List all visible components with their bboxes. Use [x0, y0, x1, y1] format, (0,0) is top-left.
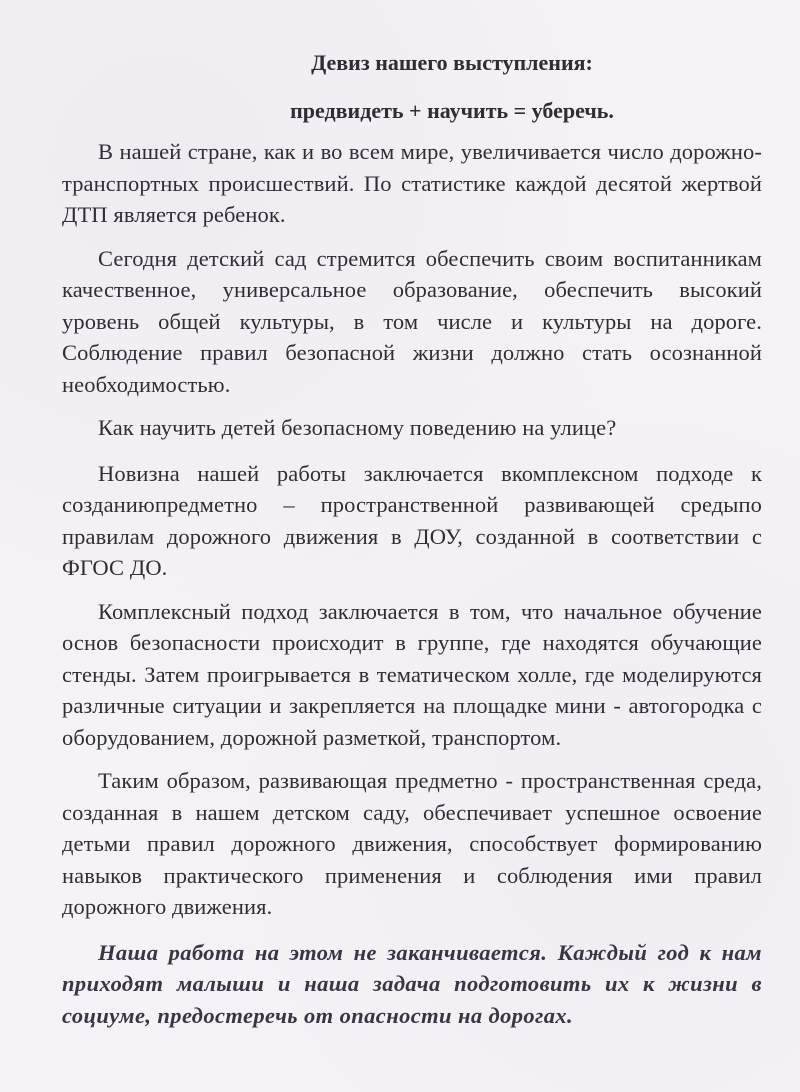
paragraph: Комплексный подход заключается в том, что начальное обучение основ безопасности происходит в группе, где находятся обучающие стенды. Затем проигрывается в тематическом холле, где моделируются различные ситуации и закрепляется на площадке мини - автогородка с оборудованием, дорожной разметкой, транспортом.: [62, 598, 762, 750]
document-title: Девиз нашего выступления:: [311, 50, 593, 75]
paragraph: Как научить детей безопасному поведению на улице?: [98, 415, 617, 440]
paragraph: Новизна нашей работы заключается вкомплексном подходе к созданиюпредметно – пространственной развивающей средыпо правилам дорожного движения в ДОУ, созданной в соответствии с ФГОС ДО.: [62, 460, 762, 580]
closing-paragraph: Наша работа на этом не заканчивается. Каждый год к нам приходят малыши и наша задача подготовить их к жизни в социуме, предостеречь от опасности на дорогах.: [62, 939, 762, 1028]
paragraph: Сегодня детский сад стремится обеспечить своим воспитанникам качественное, универсальное образование, обеспечить высокий уровень общей культуры, в том числе и культуры на дороге. Соблюдение правил безопасной жизни должно стать осознанной необходимостью.: [62, 245, 762, 397]
paragraph: Таким образом, развивающая предметно - пространственная среда, созданная в нашем детском саду, обеспечивает успешное освоение детьми правил дорожного движения, способствует формированию навыков практического применения и соблюдения ими правил дорожного движения.: [62, 768, 762, 919]
paragraph: В нашей стране, как и во всем мире, увеличивается число дорожно-транспортных происшествий. По статистике каждой десятой жертвой ДТП является ребенок.: [62, 139, 762, 227]
document-subtitle: предвидеть + научить = уберечь.: [290, 98, 614, 123]
